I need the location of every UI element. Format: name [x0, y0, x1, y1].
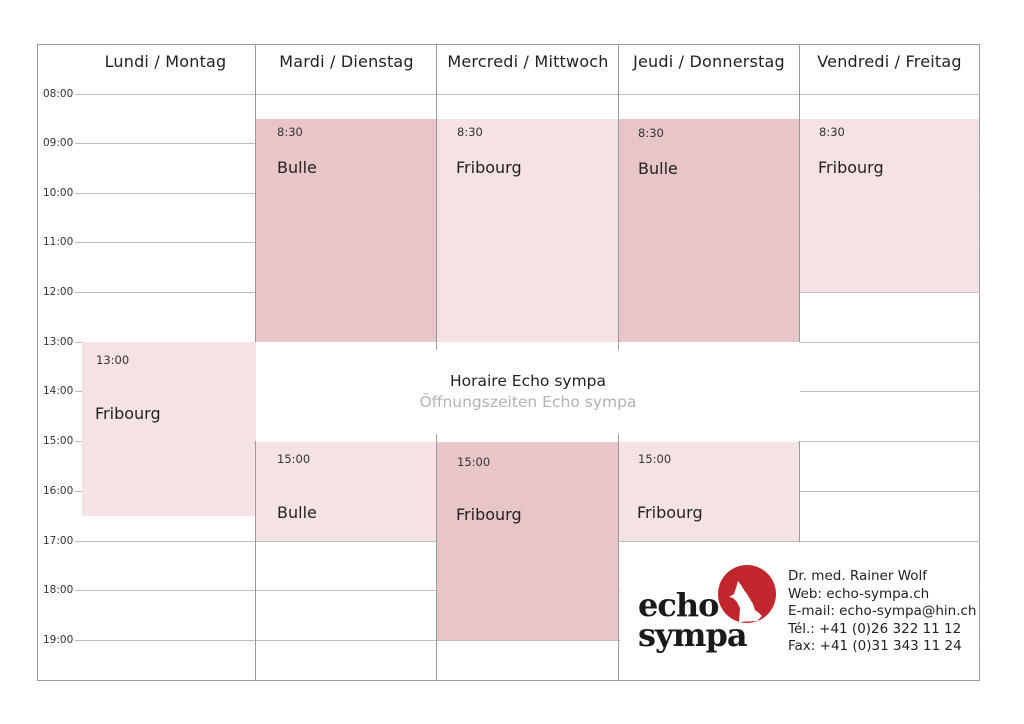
time-label: 08:00: [43, 88, 74, 100]
contact-fax: Fax: +41 (0)31 343 11 24: [788, 638, 962, 654]
time-label: 17:00: [43, 535, 74, 547]
block-place: Bulle: [277, 503, 317, 522]
day-divider: [436, 434, 437, 681]
schedule-title-panel: [256, 342, 800, 442]
time-label: 18:00: [43, 584, 74, 596]
time-label: 15:00: [43, 435, 74, 447]
day-header-wednesday: Mercredi / Mittwoch: [447, 52, 609, 71]
block-tuesday-morning: [256, 119, 437, 342]
block-time: 8:30: [638, 126, 664, 140]
block-place: Fribourg: [456, 158, 522, 177]
block-place: Fribourg: [637, 503, 703, 522]
time-label: 13:00: [43, 336, 74, 348]
block-place: Fribourg: [456, 505, 522, 524]
block-time: 8:30: [457, 125, 483, 139]
block-friday-morning: [800, 119, 979, 292]
block-time: 15:00: [457, 455, 491, 469]
schedule-title-fr: Horaire Echo sympa: [449, 372, 607, 390]
time-label: 19:00: [43, 634, 74, 646]
day-header-monday: Lundi / Montag: [104, 52, 227, 71]
day-divider: [799, 441, 800, 542]
echo-sympa-logo: [635, 560, 785, 660]
contact-name: Dr. med. Rainer Wolf: [788, 568, 928, 584]
block-place: Bulle: [277, 158, 317, 177]
time-label: 14:00: [43, 385, 74, 397]
logo-word-echo: echo: [638, 586, 719, 624]
wolf-moon-icon: [717, 564, 777, 624]
contact-phone: Tél.: +41 (0)26 322 11 12: [788, 620, 962, 637]
block-place: Fribourg: [818, 158, 884, 177]
block-place: Fribourg: [95, 404, 161, 423]
block-tuesday-afternoon: [256, 441, 437, 541]
day-divider: [799, 44, 800, 342]
time-label: 11:00: [43, 236, 74, 248]
time-label: 09:00: [43, 137, 74, 149]
day-divider: [255, 44, 256, 342]
block-time: 15:00: [638, 452, 672, 466]
block-thursday-morning: [619, 119, 799, 342]
time-label: 10:00: [43, 187, 74, 199]
time-label: 16:00: [43, 485, 74, 497]
day-header-tuesday: Mardi / Dienstag: [279, 52, 414, 71]
hour-line: [75, 94, 980, 95]
day-header-thursday: Jeudi / Donnerstag: [633, 52, 785, 71]
schedule-title-de: Öffnungszeiten Echo sympa: [419, 393, 637, 411]
contact-web: Web: echo-sympa.ch: [788, 585, 930, 602]
block-thursday-afternoon: [619, 441, 799, 541]
day-divider: [436, 44, 437, 350]
contact-details: [788, 568, 976, 656]
logo-word-sympa: sympa: [638, 616, 747, 654]
block-time: 13:00: [96, 353, 130, 367]
block-place: Bulle: [638, 159, 678, 178]
block-monday-afternoon: [82, 342, 256, 516]
day-divider: [618, 44, 619, 350]
block-time: 15:00: [277, 452, 311, 466]
day-divider: [618, 434, 619, 681]
contact-email: E-mail: echo-sympa@hin.ch: [788, 603, 977, 619]
day-divider: [255, 441, 256, 681]
time-label: 12:00: [43, 286, 74, 298]
block-wednesday-afternoon: [437, 441, 619, 640]
block-time: 8:30: [277, 125, 303, 139]
day-header-friday: Vendredi / Freitag: [817, 52, 962, 71]
block-wednesday-morning: [437, 119, 619, 342]
block-time: 8:30: [819, 125, 845, 139]
